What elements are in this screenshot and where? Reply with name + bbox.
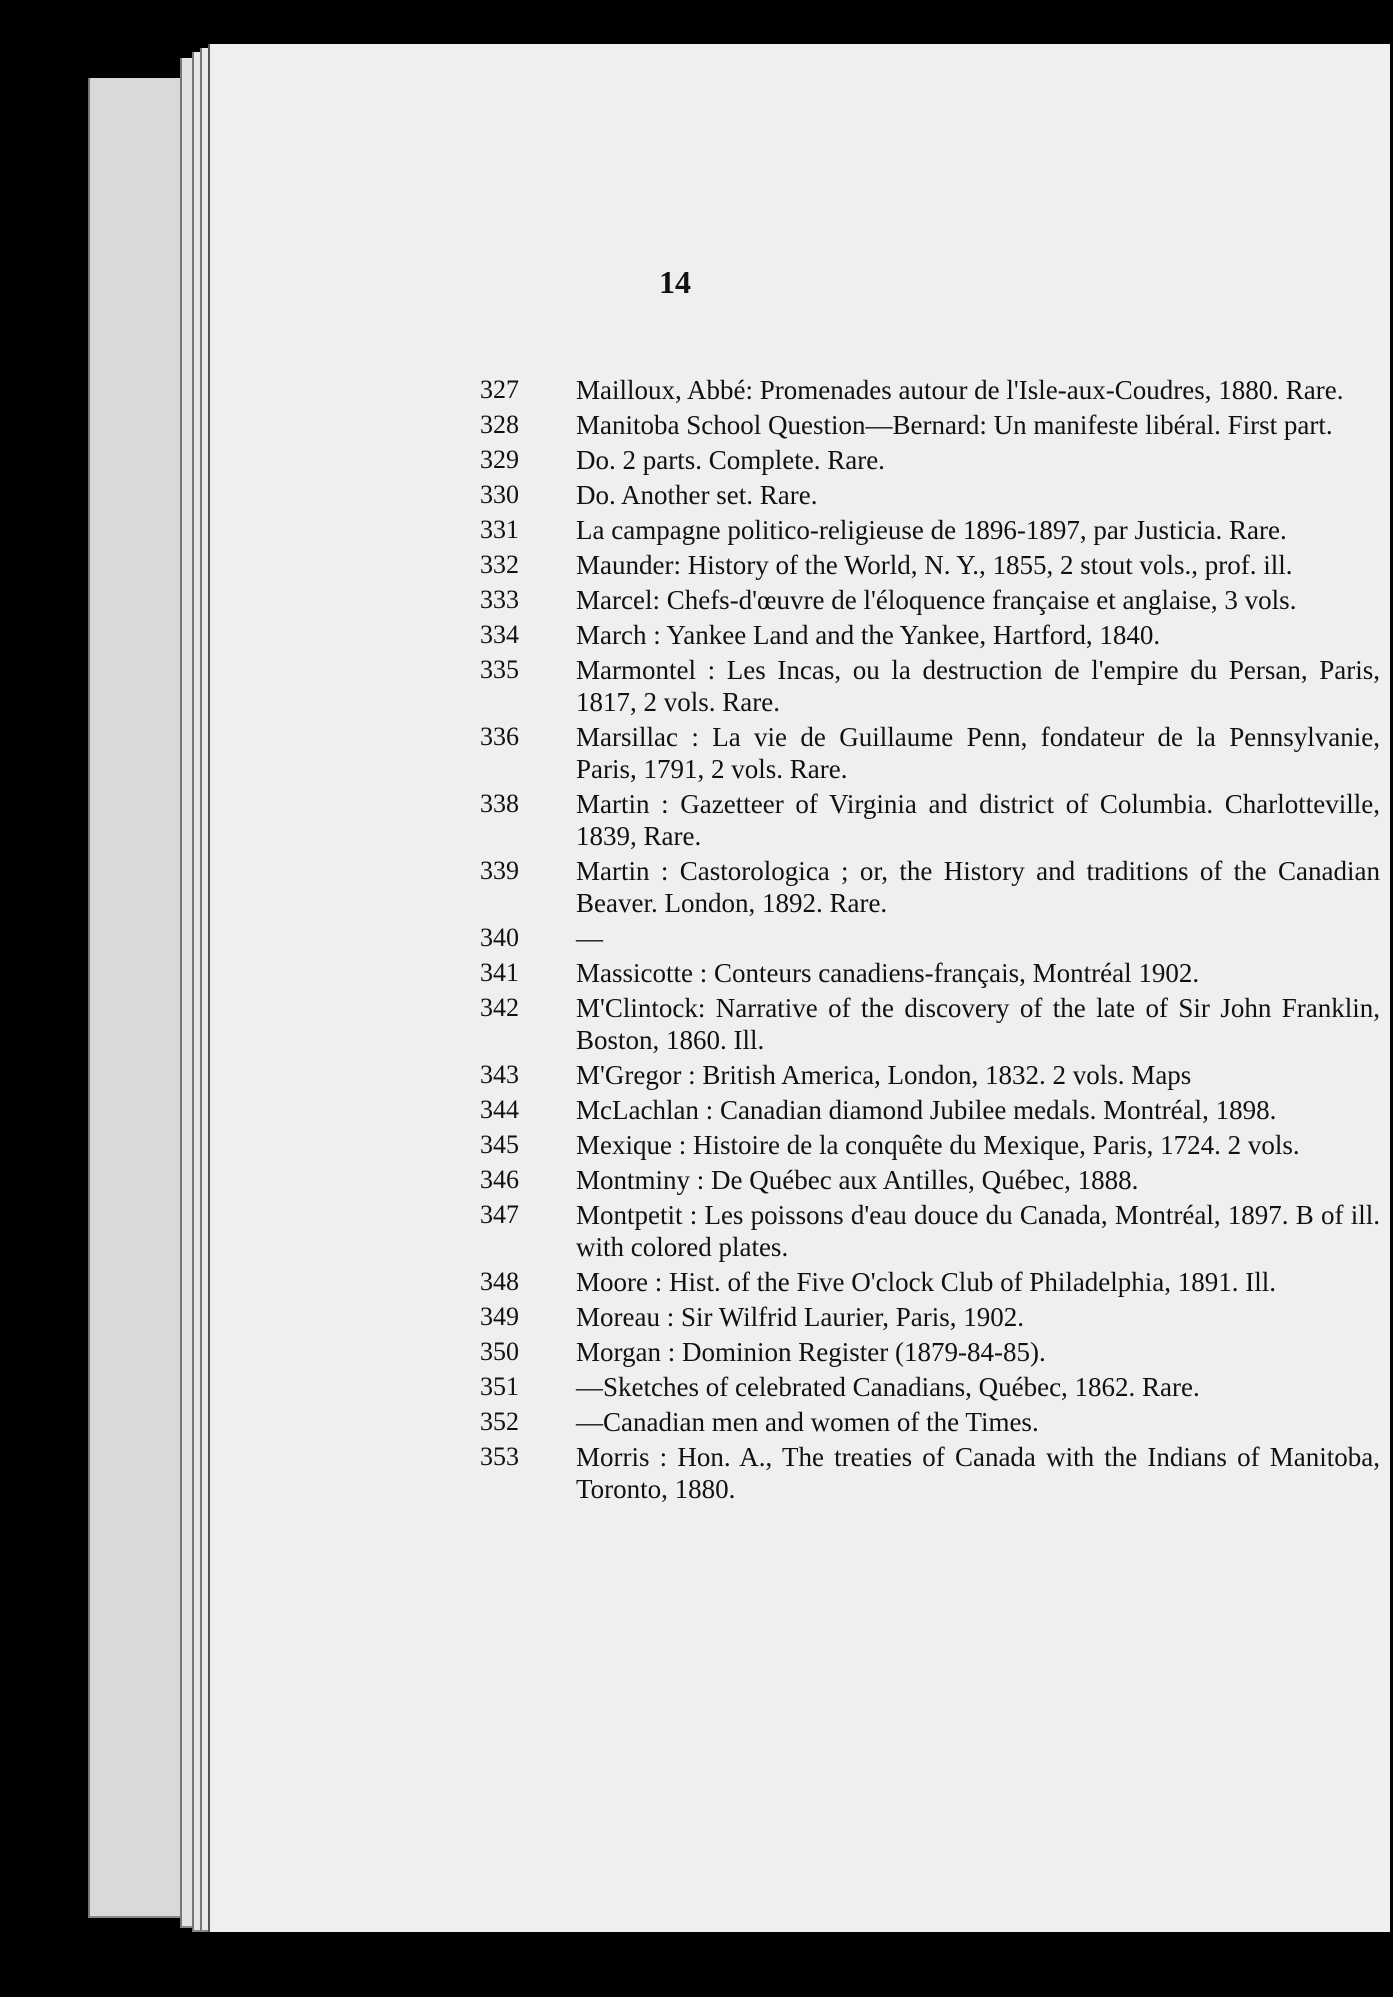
catalogue-entry [480,514,1380,546]
entry-text: M'Gregor : British America, London, 1832. 2 vols. Maps [576,1060,1192,1090]
catalogue-entry [480,619,1380,651]
catalogue-entry [480,1301,1380,1333]
entry-text: Moore : Hist. of the Five O'clock Club of Philadelphia, 1891. Ill. [576,1267,1277,1297]
entry-text: Do. Another set. Rare. [576,480,818,510]
entry-text: Martin : Castorologica ; or, the History and traditions of the Canadian Beaver. London, 1892. Rare. [576,856,1380,918]
entry-text: Massicotte : Conteurs canadiens-français, Montréal 1902. [576,958,1200,988]
catalogue-page [208,44,1390,1932]
entry-text: McLachlan : Canadian diamond Jubilee medals. Montréal, 1898. [576,1095,1277,1125]
entry-number: 331 [480,515,519,544]
entry-number: 340 [480,923,519,952]
entry-number: 335 [480,655,519,684]
catalogue-entry [480,1094,1380,1126]
catalogue-entry [480,1441,1380,1505]
catalogue-entry [480,584,1380,616]
catalogue-entry [480,1336,1380,1368]
catalogue-entry [480,409,1380,441]
page-number: 14 [659,264,691,300]
entry-number: 349 [480,1302,519,1331]
entry-number: 339 [480,856,519,885]
entry-text: Montpetit : Les poissons d'eau douce du Canada, Montréal, 1897. B of ill. with colored plates. [576,1200,1380,1262]
entry-number: 342 [480,993,519,1022]
entry-number: 333 [480,585,519,614]
catalogue-entry [480,549,1380,581]
catalogue-entry [480,788,1380,852]
entry-text: Morris : Hon. A., The treaties of Canada with the Indians of Manitoba, Toronto, 1880. [576,1442,1380,1504]
entry-text: Maunder: History of the World, N. Y., 1855, 2 stout vols., prof. ill. [576,550,1293,580]
entry-number: 328 [480,410,519,439]
catalogue-entries [480,374,1380,1508]
catalogue-entry [480,922,1380,954]
entry-text: Montminy : De Québec aux Antilles, Québec, 1888. [576,1165,1139,1195]
entry-text: March : Yankee Land and the Yankee, Hartford, 1840. [576,620,1161,650]
entry-number: 346 [480,1165,519,1194]
entry-number: 353 [480,1442,519,1471]
catalogue-entry [480,1129,1380,1161]
catalogue-entry [480,1406,1380,1438]
entry-number: 334 [480,620,519,649]
catalogue-entry [480,1266,1380,1298]
catalogue-entry [480,855,1380,919]
entry-number: 348 [480,1267,519,1296]
entry-text: Mailloux, Abbé: Promenades autour de l'Isle-aux-Coudres, 1880. Rare. [576,375,1344,405]
entry-number: 336 [480,722,519,751]
entry-number: 327 [480,375,519,404]
catalogue-entry [480,957,1380,989]
entry-text: Morgan : Dominion Register (1879-84-85). [576,1337,1046,1367]
entry-number: 341 [480,958,519,987]
catalogue-entry [480,479,1380,511]
entry-text: Manitoba School Question—Bernard: Un manifeste libéral. First part. [576,410,1333,440]
entry-text: — [576,923,603,953]
catalogue-entry [480,1371,1380,1403]
entry-text: Marsillac : La vie de Guillaume Penn, fondateur de la Pennsylvanie, Paris, 1791, 2 vols. Rare. [576,722,1380,784]
entry-text: M'Clintock: Narrative of the discovery of the late of Sir John Franklin, Boston, 1860. Ill. [576,993,1380,1055]
entry-number: 332 [480,550,519,579]
entry-number: 344 [480,1095,519,1124]
catalogue-entry [480,374,1380,406]
entry-text: Moreau : Sir Wilfrid Laurier, Paris, 1902. [576,1302,1024,1332]
catalogue-entry [480,444,1380,476]
entry-number: 350 [480,1337,519,1366]
catalogue-entry [480,654,1380,718]
catalogue-entry [480,1059,1380,1091]
entry-number: 338 [480,789,519,818]
entry-number: 329 [480,445,519,474]
entry-number: 347 [480,1200,519,1229]
entry-number: 351 [480,1372,519,1401]
entry-text: Mexique : Histoire de la conquête du Mexique, Paris, 1724. 2 vols. [576,1130,1300,1160]
entry-text: Martin : Gazetteer of Virginia and district of Columbia. Charlotteville, 1839, Rare. [576,789,1380,851]
entry-number: 330 [480,480,519,509]
entry-text: Marcel: Chefs-d'œuvre de l'éloquence française et anglaise, 3 vols. [576,585,1297,615]
catalogue-entry [480,992,1380,1056]
entry-text: —Canadian men and women of the Times. [576,1407,1039,1437]
entry-text: Marmontel : Les Incas, ou la destruction de l'empire du Persan, Paris, 1817, 2 vols. Rare. [576,655,1380,717]
catalogue-entry [480,1164,1380,1196]
entry-text: La campagne politico-religieuse de 1896-1897, par Justicia. Rare. [576,515,1287,545]
entry-number: 343 [480,1060,519,1089]
entry-text: Do. 2 parts. Complete. Rare. [576,445,885,475]
catalogue-entry [480,721,1380,785]
entry-number: 345 [480,1130,519,1159]
entry-text: —Sketches of celebrated Canadians, Québec, 1862. Rare. [576,1372,1200,1402]
catalogue-entry [480,1199,1380,1263]
entry-number: 352 [480,1407,519,1436]
